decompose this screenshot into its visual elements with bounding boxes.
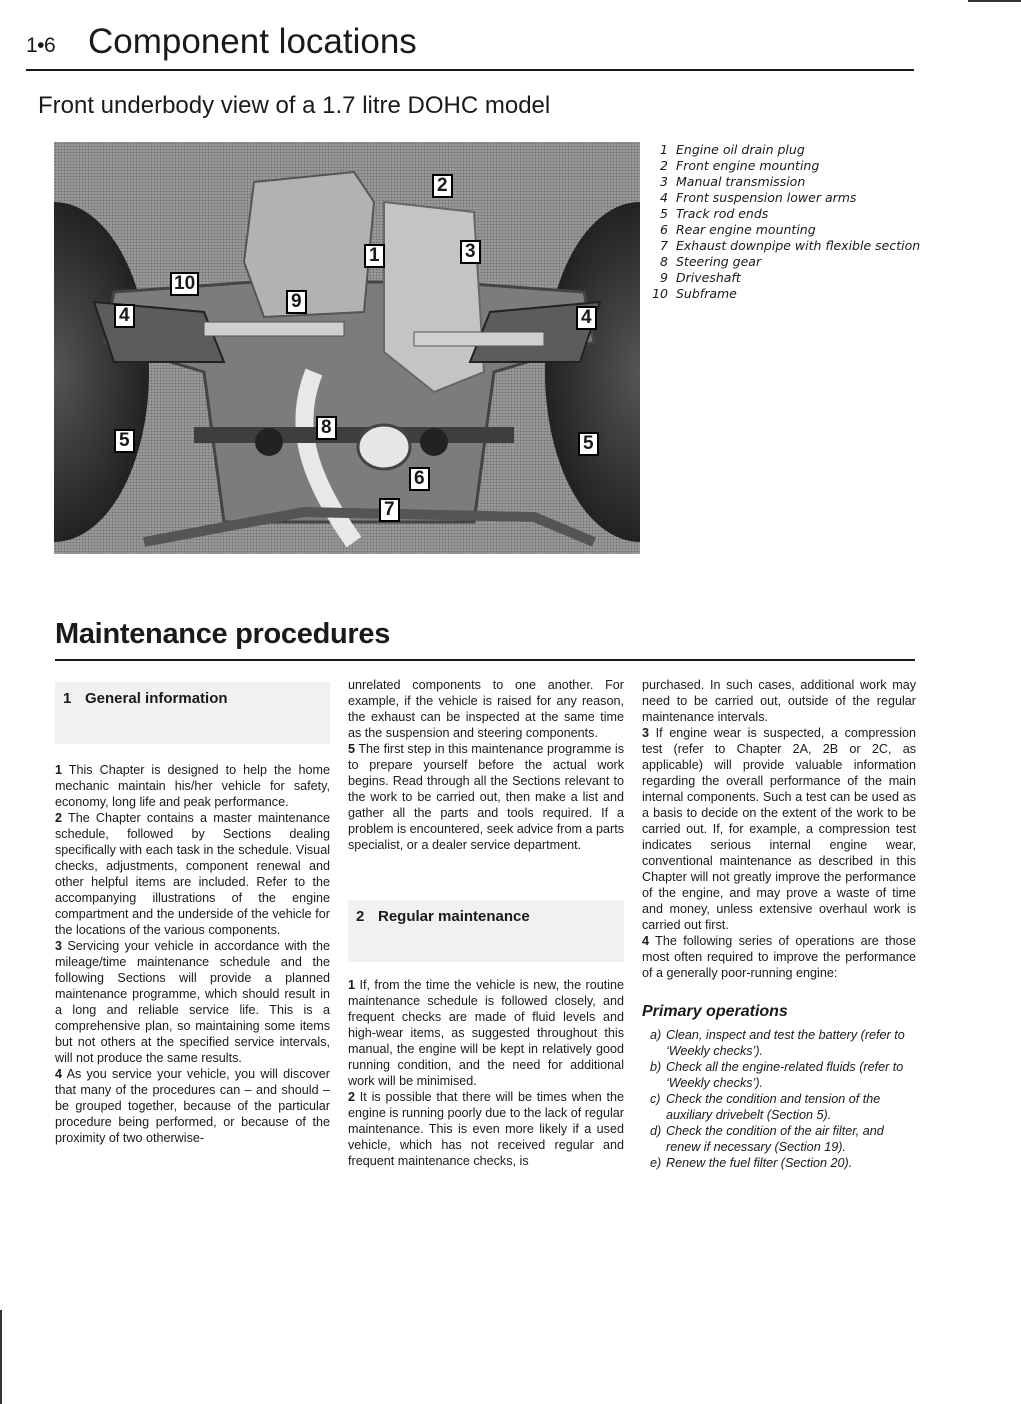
text-column-2 xyxy=(348,677,624,853)
callout-1: 1 xyxy=(364,244,385,268)
legend-item: 6 Rear engine mounting xyxy=(660,222,816,237)
header-rule xyxy=(26,69,914,71)
legend-item: 2 Front engine mounting xyxy=(660,158,820,173)
callout-5-right: 5 xyxy=(578,432,599,456)
callout-2: 2 xyxy=(432,174,453,198)
legend-item: 8 Steering gear xyxy=(660,254,762,269)
operation-item: e) Renew the fuel filter (Section 20). xyxy=(650,1156,853,1170)
page-number: 1•6 xyxy=(26,34,56,57)
legend-item: 7 Exhaust downpipe with flexible section xyxy=(660,238,921,253)
section-heading: Maintenance procedures xyxy=(55,618,391,650)
operations-list xyxy=(650,1027,918,1171)
paragraph: 4 The following series of operations are those most often required to improve the performance of a generally poor-running engine: xyxy=(642,934,916,980)
callout-5-left: 5 xyxy=(114,429,135,453)
scan-edge-mark xyxy=(968,0,1021,2)
callout-6: 6 xyxy=(409,467,430,491)
callout-3: 3 xyxy=(460,240,481,264)
page-title: Component locations xyxy=(88,22,417,61)
legend-item: 5 Track rod ends xyxy=(660,206,769,221)
callout-4-left: 4 xyxy=(114,304,135,328)
scan-edge-mark xyxy=(0,1310,2,1404)
paragraph: 3 If engine wear is suspected, a compression test (refer to Chapter 2A, 2B or 2C, as applicable) will provide valuable information regarding the overall performance of the main internal components. Such a test can be used as a basis to decide on the extent of the work to be carried out. If, for example, a compression test indicates serious internal engine wear, conventional maintenance as described in this Chapter will not greatly improve the performance of the engine, and may prove a waste of time and money, unless extensive overhaul work is carried out first. xyxy=(642,726,916,932)
text-column-2-continued xyxy=(348,977,624,1169)
operation-item: b) Check all the engine-related fluids (refer to ‘Weekly checks’). xyxy=(650,1060,904,1090)
callout-4-right: 4 xyxy=(576,306,597,330)
paragraph: purchased. In such cases, additional work may need to be carried out, outside of the regular maintenance intervals. xyxy=(642,678,916,724)
legend-item: 9 Driveshaft xyxy=(660,270,741,285)
paragraph: 3 Servicing your vehicle in accordance with the mileage/time maintenance schedule and the following Sections will provide a planned maintenance programme, which should result in a long and reliable service life. This is a comprehensive plan, so maintaining some items but not others at the specified service intervals, will not produce the same results. xyxy=(55,939,330,1065)
primary-operations-heading: Primary operations xyxy=(642,1003,788,1020)
text-column-3 xyxy=(642,677,916,981)
callout-7: 7 xyxy=(379,498,400,522)
legend-item: 4 Front suspension lower arms xyxy=(660,190,857,205)
operation-item: a) Clean, inspect and test the battery (refer to ‘Weekly checks’). xyxy=(650,1028,905,1058)
figure-legend xyxy=(652,142,920,302)
paragraph: unrelated components to one another. For example, if the vehicle is raised for any reason, the exhaust can be inspected at the same time as the suspension and steering components. xyxy=(348,678,624,740)
operation-item: d) Check the condition of the air filter, and renew if necessary (Section 19). xyxy=(650,1124,884,1154)
legend-item: 1 Engine oil drain plug xyxy=(660,142,805,157)
paragraph: 4 As you service your vehicle, you will discover that many of the procedures can – and should – be grouped together, because of the particular procedure being performed, or because of the proximity of two otherwise- xyxy=(55,1067,330,1145)
subhead-regular-maintenance: 2 Regular maintenance xyxy=(356,908,530,925)
paragraph: 1 This Chapter is designed to help the home mechanic maintain his/her vehicle for safety, economy, long life and peak performance. xyxy=(55,763,330,809)
paragraph: 1 If, from the time the vehicle is new, the routine maintenance schedule is followed closely, and frequent checks are made of fluid levels and high-wear items, as suggested throughout this manual, the engine will be kept in relatively good running condition, and the need for additional work will be minimised. xyxy=(348,978,625,1088)
paragraph: 5 The first step in this maintenance programme is to prepare yourself before the actual work begins. Read through all the Sections relevant to the work to be carried out, then make a list and gather all the parts and tools required. If a problem is encountered, seek advice from a parts specialist, or a dealer service department. xyxy=(348,742,624,852)
text-column-1 xyxy=(55,762,330,1146)
paragraph: 2 The Chapter contains a master maintenance schedule, followed by Sections dealing specifically with each task in the schedule. Visual checks, adjustments, component renewal and other helpful items are included. Refer to the accompanying illustrations of the engine compartment and the underside of the vehicle for the locations of the various components. xyxy=(55,811,331,937)
underbody-photo xyxy=(54,142,640,554)
operation-item: c) Check the condition and tension of the auxiliary drivebelt (Section 5). xyxy=(650,1092,881,1122)
subhead-general-information: 1 General information xyxy=(63,690,228,707)
legend-item: 10 Subframe xyxy=(652,286,737,301)
section-rule xyxy=(55,659,915,661)
callout-10: 10 xyxy=(170,272,199,296)
paragraph: 2 It is possible that there will be times when the engine is running poorly due to the lack of regular maintenance. This is even more likely if a used vehicle, which has not received regular and frequent maintenance checks, is xyxy=(348,1090,624,1168)
figure-caption: Front underbody view of a 1.7 litre DOHC model xyxy=(38,92,551,119)
legend-item: 3 Manual transmission xyxy=(660,174,806,189)
callout-9: 9 xyxy=(286,290,307,314)
callout-8: 8 xyxy=(316,416,337,440)
